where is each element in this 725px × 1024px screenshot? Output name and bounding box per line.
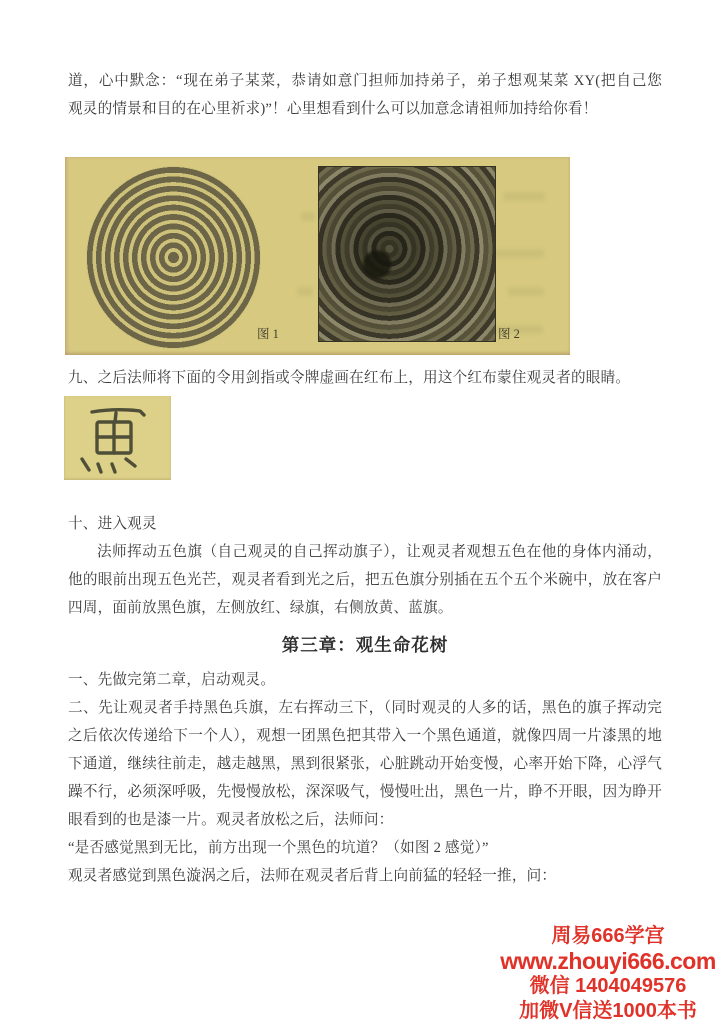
bleedthrough-mark [503, 192, 545, 201]
item2-line: 下通道，继续往前走，越走越黑，黑到很紧张，心脏跳动开始变慢，心率开始下降，心浮气 [68, 756, 662, 772]
step10-heading: 十、进入观灵 [68, 516, 157, 532]
step10-line: 四周，面前放黑色旗，左侧放红、绿旗，右侧放黄、蓝旗。 [68, 600, 453, 616]
watermark-wechat-id: 微信 1404049576 [529, 975, 687, 997]
chapter-title: 第三章：观生命花树 [281, 635, 449, 655]
watermark [492, 924, 724, 1024]
bleedthrough-mark [489, 249, 544, 258]
tunnel-vortex-figure [318, 166, 496, 342]
intro-line: 观灵的情景和目的在心里祈求)”！心里想看到什么可以加意念请祖师加持给你看！ [68, 101, 598, 117]
lei-talisman-glyph [64, 396, 171, 480]
watermark-promo-text: 加微V信送1000本书 [519, 1000, 697, 1022]
figure1-caption: 图 1 [257, 327, 279, 341]
item2-quote: “是否感觉黑到无比，前方出现一个黑色的坑道？（如图 2 感觉）” [68, 840, 489, 856]
item2-line: 眼看到的也是漆一片。观灵者放松之后，法师问： [68, 812, 394, 828]
bleedthrough-mark [301, 212, 315, 221]
item1-text: 一、先做完第二章，启动观灵。 [68, 672, 276, 688]
figure-talisman [64, 396, 171, 480]
intro-line: 道，心中默念：“现在弟子某菜，恭请如意门担师加持弟子，弟子想观某菜 XY(把自己您 [68, 73, 662, 89]
item2-line: 观灵者感觉到黑色漩涡之后，法师在观灵者后背上向前猛的轻轻一推，问： [68, 868, 557, 884]
bleedthrough-mark [297, 287, 313, 296]
step10-line: 法师挥动五色旗（自己观灵的自己挥动旗子），让观灵者观想五色在他的身体内涌动， [97, 544, 662, 560]
item2-line: 二、先让观灵者手持黑色兵旗，左右挥动三下，（同时观灵的人多的话，黑色的旗子挥动完 [68, 700, 662, 716]
watermark-website-url: www.zhouyi666.com [500, 948, 716, 974]
spiral-figure [86, 166, 261, 349]
item2-line: 之后依次传递给下一个人），观想一团黑色把其带入一个黑色通道，就像四周一片漆黑的地 [68, 728, 662, 744]
figure2-caption: 图 2 [498, 327, 520, 341]
figure-hypnosis-spirals [65, 157, 570, 355]
bleedthrough-mark [508, 287, 544, 296]
step10-line: 他的眼前出现五色光芒，观灵者看到光之后，把五色旗分别插在五个五个米碗中，放在客户 [68, 572, 662, 588]
item2-line: 躁不行，必须深呼吸，先慢慢放松，深深吸气，慢慢吐出，黑色一片，睁不开眼，因为睁开 [68, 784, 662, 800]
step9-text: 九、之后法师将下面的令用剑指或令牌虚画在红布上，用这个红布蒙住观灵者的眼睛。 [68, 370, 631, 386]
spiral-figure-gap [239, 180, 265, 205]
watermark-school-name: 周易666学宫 [551, 925, 665, 947]
